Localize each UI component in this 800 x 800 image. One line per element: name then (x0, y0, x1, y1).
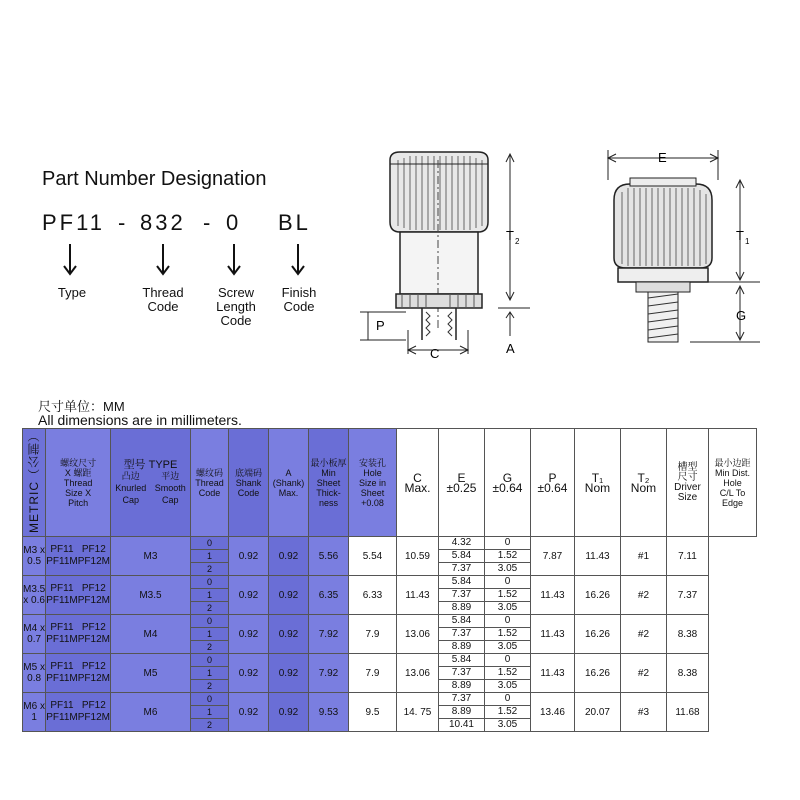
dim-e-label: E (658, 150, 667, 165)
pn-dash-1: - (118, 210, 129, 235)
dim-t2-label: T (506, 228, 514, 243)
cell-type: PF11 PF12 PF11M PF12M (46, 615, 111, 654)
cell-thread: M3 x 0.5 (23, 537, 46, 576)
cell-c: 7.9 (348, 615, 396, 654)
dim-t1-label: T (736, 228, 744, 243)
cell-edge: 11.68 (666, 693, 708, 732)
header-g: G ±0.64 (484, 429, 530, 537)
header-t2: T₂ Nom (620, 429, 666, 537)
front-view-drawing (590, 140, 770, 360)
table-row (23, 576, 757, 615)
pn-dash-2: - (203, 210, 214, 235)
pn-length-code: 0 (226, 210, 242, 235)
header-thread-size: 螺纹尺寸 X 螺距 Thread Size X Pitch (46, 429, 111, 537)
cell-driver: #3 (620, 693, 666, 732)
cell-thread-code: M3 (110, 537, 190, 576)
cell-type: PF11 PF12 PF11M PF12M (46, 537, 111, 576)
cell-hole: 7.92 (308, 654, 348, 693)
cell-t1: 7.87 (530, 537, 574, 576)
cell-t1: 11.43 (530, 615, 574, 654)
cell-type: PF11 PF12 PF11M PF12M (46, 576, 111, 615)
cell-e: 13.06 (396, 654, 438, 693)
cell-g: 5.84 7.37 8.89 (438, 576, 484, 615)
cell-shank-codes: 0 1 2 (190, 576, 228, 615)
cell-c: 9.5 (348, 693, 396, 732)
cell-edge: 8.38 (666, 615, 708, 654)
cell-hole: 7.92 (308, 615, 348, 654)
cell-g: 5.84 7.37 8.89 (438, 654, 484, 693)
label-type: Type (57, 285, 87, 300)
cell-c: 6.33 (348, 576, 396, 615)
cell-p: 0 1.52 3.05 (484, 537, 530, 576)
dim-p-label: P (376, 318, 385, 333)
cell-a: 0.92 (228, 537, 268, 576)
cell-edge: 7.11 (666, 537, 708, 576)
cell-min-sheet: 0.92 (268, 693, 308, 732)
cell-c: 5.54 (348, 537, 396, 576)
header-driver-size: 槽型 尺寸 Driver Size (666, 429, 708, 537)
pn-finish-code: BL (278, 210, 311, 235)
cell-driver: #1 (620, 537, 666, 576)
cell-t2: 16.26 (574, 615, 620, 654)
down-arrow-icon (155, 244, 171, 278)
cell-thread-code: M4 (110, 615, 190, 654)
cell-edge: 7.37 (666, 576, 708, 615)
label-finish-code: Finish Code (281, 285, 317, 314)
cell-t1: 11.43 (530, 576, 574, 615)
cell-p: 0 1.52 3.05 (484, 615, 530, 654)
cell-t1: 13.46 (530, 693, 574, 732)
header-t1: T₁ Nom (574, 429, 620, 537)
pn-type-code: PF11 (42, 210, 105, 235)
header-p: P ±0.64 (530, 429, 574, 537)
cell-t2: 16.26 (574, 576, 620, 615)
down-arrow-icon (62, 244, 78, 278)
cell-a: 0.92 (228, 693, 268, 732)
header-type: 型号 TYPE 凸边 Knurled Cap 平边 Smooth Cap (110, 429, 190, 537)
units-label-cn: 尺寸单位：MM (38, 399, 125, 414)
cell-type: PF11 PF12 PF11M PF12M (46, 654, 111, 693)
metric-side-label: METRIC（公制） (23, 429, 46, 537)
header-thread-code: 螺纹码 Thread Code (190, 429, 228, 537)
cell-p: 0 1.52 3.05 (484, 576, 530, 615)
cell-p: 0 1.52 3.05 (484, 693, 530, 732)
header-c-max: C Max. (396, 429, 438, 537)
table-row (23, 537, 757, 576)
dim-c-label: C (430, 346, 440, 360)
down-arrow-icon (290, 244, 306, 278)
cell-shank-codes: 0 1 2 (190, 693, 228, 732)
down-arrow-icon (226, 244, 242, 278)
cell-type: PF11 PF12 PF11M PF12M (46, 693, 111, 732)
pn-thread-code: 832 (140, 210, 186, 235)
cell-driver: #2 (620, 576, 666, 615)
cell-thread: M5 x 0.8 (23, 654, 46, 693)
cell-c: 7.9 (348, 654, 396, 693)
cell-g: 7.37 8.89 10.41 (438, 693, 484, 732)
header-a-shank: A (Shank) Max. (268, 429, 308, 537)
cell-min-sheet: 0.92 (268, 537, 308, 576)
spec-table (22, 428, 757, 732)
cell-t2: 11.43 (574, 537, 620, 576)
cell-e: 10.59 (396, 537, 438, 576)
side-view-drawing (360, 140, 540, 360)
cell-thread-code: M6 (110, 693, 190, 732)
label-screw-length-code: Screw Length Code (216, 285, 256, 328)
cell-t1: 11.43 (530, 654, 574, 693)
cell-min-sheet: 0.92 (268, 654, 308, 693)
cell-hole: 5.56 (308, 537, 348, 576)
units-label-en: All dimensions are in millimeters. (38, 412, 242, 428)
table-row (23, 615, 757, 654)
table-row (23, 654, 757, 693)
cell-thread: M6 x 1 (23, 693, 46, 732)
cell-driver: #2 (620, 654, 666, 693)
cell-a: 0.92 (228, 576, 268, 615)
dim-a-label: A (506, 341, 515, 356)
cell-e: 14. 75 (396, 693, 438, 732)
cell-p: 0 1.52 3.05 (484, 654, 530, 693)
cell-min-sheet: 0.92 (268, 576, 308, 615)
header-e: E ±0.25 (438, 429, 484, 537)
cell-t2: 20.07 (574, 693, 620, 732)
header-hole-size: 安装孔 Hole Size in Sheet +0.08 (348, 429, 396, 537)
label-thread-code: Thread Code (142, 285, 184, 314)
dim-t2-sub: 2 (515, 237, 520, 246)
cell-g: 5.84 7.37 8.89 (438, 615, 484, 654)
part-number-title: Part Number Designation (42, 168, 267, 190)
cell-shank-codes: 0 1 2 (190, 654, 228, 693)
dim-g-label: G (736, 308, 747, 323)
dim-t1-sub: 1 (745, 237, 750, 246)
cell-thread-code: M3.5 (110, 576, 190, 615)
cell-g: 4.32 5.84 7.37 (438, 537, 484, 576)
cell-shank-codes: 0 1 2 (190, 537, 228, 576)
cell-driver: #2 (620, 615, 666, 654)
cell-min-sheet: 0.92 (268, 615, 308, 654)
cell-edge: 8.38 (666, 654, 708, 693)
cell-thread: M4 x 0.7 (23, 615, 46, 654)
cell-a: 0.92 (228, 615, 268, 654)
table-row (23, 693, 757, 732)
cell-e: 13.06 (396, 615, 438, 654)
cell-shank-codes: 0 1 2 (190, 615, 228, 654)
header-shank-code: 底端码 Shank Code (228, 429, 268, 537)
cell-hole: 9.53 (308, 693, 348, 732)
header-min-sheet: 最小板厚 Min Sheet Thick- ness (308, 429, 348, 537)
header-min-dist: 最小边距 Min Dist. Hole C/L To Edge (708, 429, 756, 537)
cell-thread-code: M5 (110, 654, 190, 693)
cell-e: 11.43 (396, 576, 438, 615)
cell-thread: M3.5 x 0.6 (23, 576, 46, 615)
cell-a: 0.92 (228, 654, 268, 693)
cell-t2: 16.26 (574, 654, 620, 693)
cell-hole: 6.35 (308, 576, 348, 615)
